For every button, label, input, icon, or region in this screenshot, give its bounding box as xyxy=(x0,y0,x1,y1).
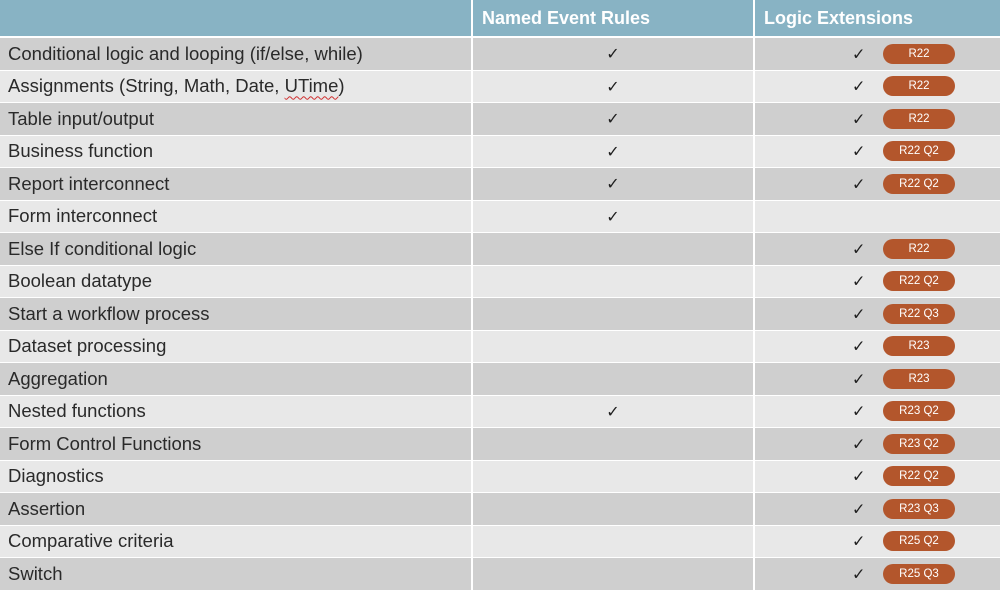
logic-extensions-cell xyxy=(755,103,1000,135)
table-row xyxy=(0,363,1000,396)
feature-cell xyxy=(0,71,473,103)
release-badge: R23 Q3 xyxy=(883,499,955,519)
named-event-rules-cell xyxy=(473,298,755,330)
logic-extensions-cell xyxy=(755,168,1000,200)
checkmark-icon: ✓ xyxy=(852,434,866,454)
feature-cell xyxy=(0,168,473,200)
named-event-rules-cell xyxy=(473,558,755,590)
checkmark-icon: ✓ xyxy=(852,141,866,161)
table-row xyxy=(0,266,1000,299)
spellcheck-flagged-word: UTime xyxy=(284,75,339,97)
feature-cell xyxy=(0,396,473,428)
table-header xyxy=(0,0,1000,38)
release-badge: R22 Q2 xyxy=(883,466,955,486)
logic-extensions-cell xyxy=(755,298,1000,330)
feature-name: Else If conditional logic xyxy=(8,237,197,259)
table-row xyxy=(0,461,1000,494)
named-event-rules-cell xyxy=(473,461,755,493)
checkmark-icon: ✓ xyxy=(606,141,620,161)
table-row xyxy=(0,38,1000,71)
release-badge: R22 xyxy=(883,239,955,259)
logic-extensions-cell xyxy=(755,558,1000,590)
logic-extensions-cell xyxy=(755,38,1000,70)
feature-name: Diagnostics xyxy=(8,465,104,487)
checkmark-icon: ✓ xyxy=(852,564,866,584)
checkmark-icon: ✓ xyxy=(852,336,866,356)
release-badge: R22 Q2 xyxy=(883,174,955,194)
named-event-rules-cell xyxy=(473,201,755,233)
checkmark-icon: ✓ xyxy=(606,44,620,64)
checkmark-icon: ✓ xyxy=(852,369,866,389)
feature-name: Dataset processing xyxy=(8,335,167,357)
checkmark-icon: ✓ xyxy=(606,401,620,421)
feature-cell xyxy=(0,233,473,265)
feature-name: Start a workflow process xyxy=(8,302,210,324)
table-body xyxy=(0,38,1000,591)
release-badge: R22 Q3 xyxy=(883,304,955,324)
logic-extensions-cell xyxy=(755,363,1000,395)
checkmark-icon: ✓ xyxy=(852,466,866,486)
feature-name: Switch xyxy=(8,562,63,584)
named-event-rules-cell xyxy=(473,71,755,103)
feature-cell xyxy=(0,493,473,525)
feature-name: Comparative criteria xyxy=(8,530,174,552)
named-event-rules-cell xyxy=(473,331,755,363)
feature-cell xyxy=(0,526,473,558)
feature-name: Assertion xyxy=(8,497,86,519)
named-event-rules-cell xyxy=(473,136,755,168)
logic-extensions-cell xyxy=(755,266,1000,298)
named-event-rules-cell xyxy=(473,38,755,70)
feature-name: Table input/output xyxy=(8,107,155,129)
release-badge: R22 Q2 xyxy=(883,271,955,291)
logic-extensions-cell xyxy=(755,201,1000,233)
feature-cell xyxy=(0,363,473,395)
named-event-rules-cell xyxy=(473,168,755,200)
feature-name: Nested functions xyxy=(8,400,146,422)
named-event-rules-cell xyxy=(473,233,755,265)
logic-extensions-cell xyxy=(755,233,1000,265)
named-event-rules-cell xyxy=(473,363,755,395)
logic-extensions-cell xyxy=(755,493,1000,525)
logic-extensions-cell xyxy=(755,396,1000,428)
checkmark-icon: ✓ xyxy=(852,304,866,324)
feature-name: Form interconnect xyxy=(8,205,158,227)
named-event-rules-cell xyxy=(473,266,755,298)
feature-cell xyxy=(0,103,473,135)
feature-name: Boolean datatype xyxy=(8,270,153,292)
feature-cell xyxy=(0,298,473,330)
checkmark-icon: ✓ xyxy=(852,531,866,551)
table-row xyxy=(0,298,1000,331)
logic-extensions-cell xyxy=(755,461,1000,493)
checkmark-icon: ✓ xyxy=(606,174,620,194)
checkmark-icon: ✓ xyxy=(852,499,866,519)
feature-cell xyxy=(0,428,473,460)
feature-cell xyxy=(0,38,473,70)
table-row xyxy=(0,168,1000,201)
release-badge: R23 xyxy=(883,336,955,356)
logic-extensions-cell xyxy=(755,136,1000,168)
release-badge: R23 Q2 xyxy=(883,401,955,421)
table-row xyxy=(0,71,1000,104)
header-named-event-rules: Named Event Rules xyxy=(473,0,755,36)
table-row xyxy=(0,526,1000,559)
logic-extensions-cell xyxy=(755,428,1000,460)
table-row xyxy=(0,558,1000,591)
release-badge: R22 xyxy=(883,76,955,96)
named-event-rules-cell xyxy=(473,526,755,558)
table-row xyxy=(0,396,1000,429)
feature-name: Report interconnect xyxy=(8,172,170,194)
feature-cell xyxy=(0,266,473,298)
feature-name: Conditional logic and looping (if/else, while) xyxy=(8,42,363,64)
release-badge: R23 Q2 xyxy=(883,434,955,454)
feature-cell xyxy=(0,558,473,590)
feature-name: Business function xyxy=(8,140,154,162)
table-row xyxy=(0,136,1000,169)
release-badge: R25 Q2 xyxy=(883,531,955,551)
checkmark-icon: ✓ xyxy=(606,76,620,96)
checkmark-icon: ✓ xyxy=(852,239,866,259)
logic-extensions-cell xyxy=(755,526,1000,558)
checkmark-icon: ✓ xyxy=(852,44,866,64)
release-badge: R22 xyxy=(883,109,955,129)
logic-extensions-cell xyxy=(755,71,1000,103)
checkmark-icon: ✓ xyxy=(606,206,620,226)
feature-name: Assignments (String, Math, Date, UTime) xyxy=(8,75,345,97)
header-feature xyxy=(0,0,473,36)
table-row xyxy=(0,103,1000,136)
feature-cell xyxy=(0,461,473,493)
checkmark-icon: ✓ xyxy=(852,401,866,421)
table-row xyxy=(0,331,1000,364)
named-event-rules-cell xyxy=(473,428,755,460)
feature-cell xyxy=(0,136,473,168)
feature-name: Aggregation xyxy=(8,367,108,389)
checkmark-icon: ✓ xyxy=(852,174,866,194)
logic-extensions-cell xyxy=(755,331,1000,363)
table-row xyxy=(0,201,1000,234)
named-event-rules-cell xyxy=(473,396,755,428)
table-row xyxy=(0,493,1000,526)
feature-cell xyxy=(0,331,473,363)
feature-name: Form Control Functions xyxy=(8,432,202,454)
checkmark-icon: ✓ xyxy=(852,76,866,96)
release-badge: R23 xyxy=(883,369,955,389)
header-logic-extensions: Logic Extensions xyxy=(764,7,914,28)
named-event-rules-cell xyxy=(473,493,755,525)
checkmark-icon: ✓ xyxy=(852,271,866,291)
release-badge: R25 Q3 xyxy=(883,564,955,584)
feature-cell xyxy=(0,201,473,233)
release-badge: R22 Q2 xyxy=(883,141,955,161)
checkmark-icon: ✓ xyxy=(606,109,620,129)
checkmark-icon: ✓ xyxy=(852,109,866,129)
named-event-rules-cell xyxy=(473,103,755,135)
table-row xyxy=(0,428,1000,461)
release-badge: R22 xyxy=(883,44,955,64)
table-row xyxy=(0,233,1000,266)
